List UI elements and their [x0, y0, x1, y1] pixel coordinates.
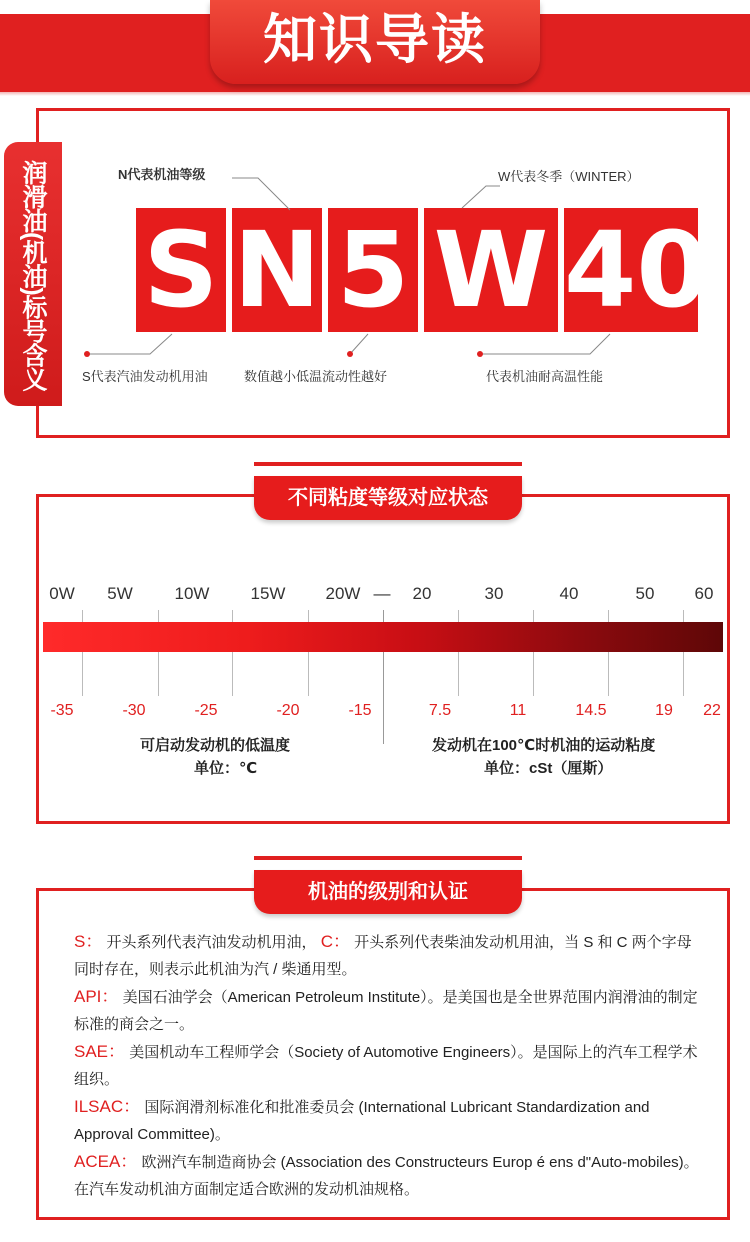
annotation-w: W代表冬季（WINTER） [498, 169, 640, 184]
top-tick: 40 [559, 584, 579, 603]
section3-title: 机油的级别和认证 [254, 870, 522, 914]
dot-s [84, 351, 90, 357]
definition-ilsac-text: 国际润滑剂标准化和批准委员会 (International Lubricant Standardization and Approval Committee)。 [74, 1099, 650, 1143]
term-sae: SAE： [74, 1042, 126, 1061]
definition-sae [74, 1038, 704, 1093]
top-tick: 50 [635, 584, 655, 603]
top-tick: 15W [250, 584, 286, 603]
bottom-tick: 7.5 [428, 702, 452, 719]
dot-high [477, 351, 483, 357]
term-c: C： [320, 932, 350, 951]
definition-s-text: 开头系列代表汽油发动机用油， [106, 934, 317, 951]
dot-num [347, 351, 353, 357]
top-tick: 10W [174, 584, 210, 603]
definition-sae-text: 美国机动车工程师学会（Society of Automotive Engineers）。是国际上的汽车工程学术组织。 [74, 1044, 698, 1088]
annotation-num: 数值越小低温流动性越好 [244, 369, 388, 384]
bottom-tick: 19 [655, 702, 673, 719]
code-letter-w: W [433, 209, 549, 331]
definition-api-text: 美国石油学会（American Petroleum Institute）。是美国也是全世界范围内润滑油的制定标准的商会之一。 [74, 989, 698, 1033]
term-acea: ACEA： [74, 1152, 138, 1171]
bottom-tick: -15 [348, 702, 372, 719]
section2-title: 不同粘度等级对应状态 [254, 476, 522, 520]
top-tick: 60 [694, 584, 714, 603]
bottom-tick: -30 [122, 702, 146, 719]
top-tick: 5W [107, 584, 133, 603]
section2-head-line [254, 462, 522, 466]
bottom-tick: -35 [50, 702, 74, 719]
code-letter-5: 5 [336, 209, 410, 331]
term-s: S： [74, 932, 103, 951]
term-ilsac: ILSAC： [74, 1097, 141, 1116]
bottom-tick: 11 [509, 702, 527, 719]
definition-acea-text: 欧洲汽车制造商协会 (Association des Constructeurs Europ é ens d"Auto-mobiles)。在汽车发动机油方面制定适合欧洲的发动机油规格。 [74, 1154, 699, 1198]
top-tick-separator: — [373, 584, 391, 603]
top-tick: 0W [49, 584, 75, 603]
definition-acea [74, 1148, 704, 1203]
right-caption: 发动机在100℃时机油的运动粘度 [432, 737, 656, 754]
annotation-n: N代表机油等级 [118, 167, 206, 182]
page-title: 知识导读 [263, 10, 487, 70]
bottom-tick: -20 [276, 702, 300, 719]
viscosity-gradient-bar [43, 622, 723, 652]
side-label-text: 润滑油(机油)标号含义 [19, 159, 47, 391]
annotation-high: 代表机油耐高温性能 [486, 369, 604, 384]
code-letter-s: S [143, 209, 219, 331]
bottom-tick: -25 [194, 702, 218, 719]
bottom-tick: 22 [703, 702, 721, 719]
section3-head-line [254, 856, 522, 860]
definition-api [74, 983, 704, 1038]
left-caption: 可启动发动机的低温度 [140, 737, 291, 754]
code-number-40: 40 [564, 209, 709, 331]
right-unit: 单位：cSt（厘斯） [484, 760, 613, 777]
annotation-s: S代表汽油发动机用油 [82, 369, 208, 384]
top-tick: 30 [484, 584, 504, 603]
top-tick: 20 [412, 584, 432, 603]
definition-ilsac [74, 1093, 704, 1148]
definition-s-c [74, 928, 704, 983]
definition-c-text: 开头系列代表柴油发动机用油，当 S 和 C 两个字母同时存在，则表示此机油为汽 / 柴通用型。 [74, 934, 692, 978]
term-api: API： [74, 987, 119, 1006]
left-unit: 单位：℃ [194, 760, 258, 777]
code-letter-n: N [233, 209, 321, 331]
bottom-tick: 14.5 [575, 702, 607, 719]
top-tick: 20W [325, 584, 361, 603]
definitions-list [74, 928, 704, 1203]
